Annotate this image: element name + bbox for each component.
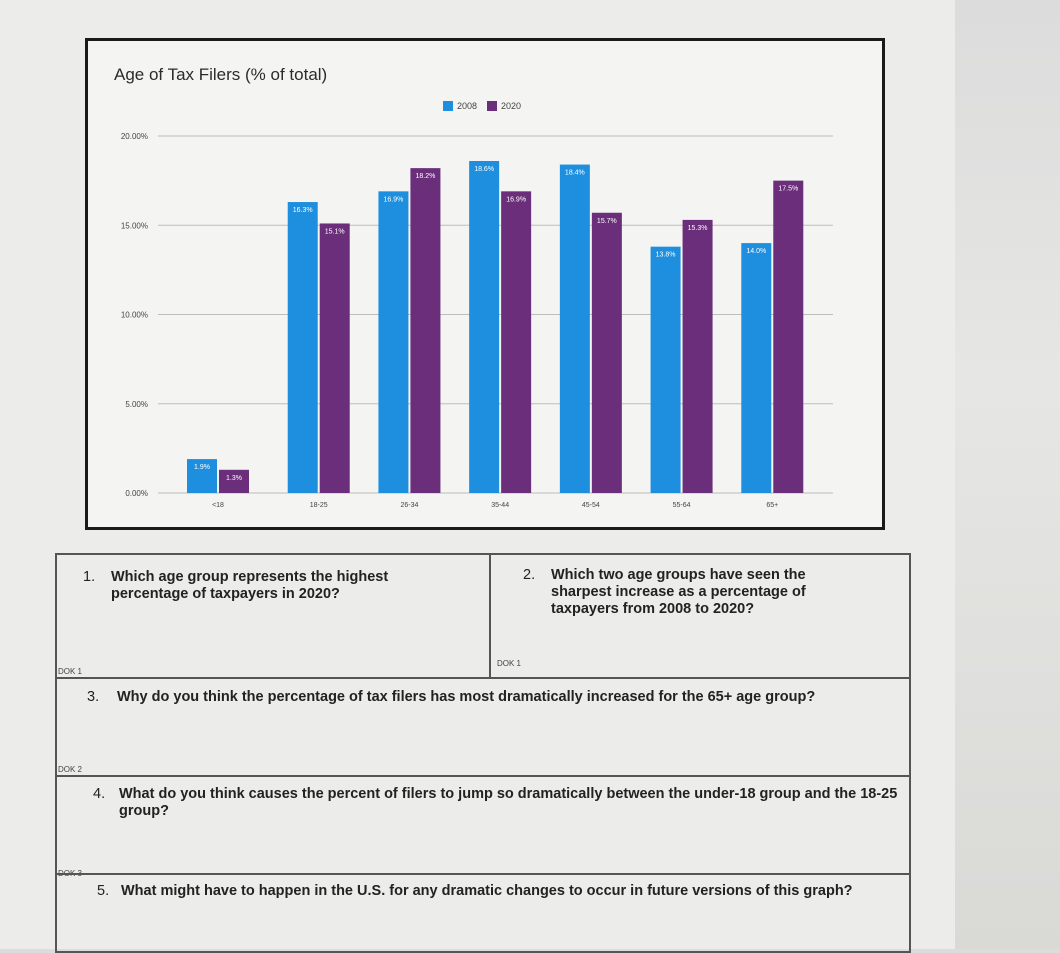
data-label: 16.9% xyxy=(383,196,404,204)
question-4-number: 4. xyxy=(93,786,106,802)
question-1-box[interactable] xyxy=(55,553,491,679)
legend-label-2020: 2020 xyxy=(501,101,522,111)
question-4-dok: DOK 3 xyxy=(58,869,83,878)
question-1-number: 1. xyxy=(83,569,96,585)
data-label: 15.7% xyxy=(596,217,617,225)
chart-title: Age of Tax Filers (% of total) xyxy=(114,65,328,84)
question-2-box[interactable] xyxy=(489,553,911,679)
bar-2008-2 xyxy=(378,191,408,493)
question-2-number: 2. xyxy=(523,567,536,583)
x-tick-label: 26-34 xyxy=(400,502,419,509)
x-tick-label: 35-44 xyxy=(491,502,510,509)
bar-chart xyxy=(85,38,885,530)
question-5-box[interactable] xyxy=(55,873,911,953)
x-tick-label: 45-54 xyxy=(581,502,600,509)
data-label: 16.3% xyxy=(292,207,313,215)
question-2-dok: DOK 1 xyxy=(497,659,522,668)
question-4-text: What do you think causes the percent of filers to jump so dramatically between the under-18 group and the 18-25 group? xyxy=(119,786,898,819)
data-label: 15.1% xyxy=(324,228,345,236)
question-3-text: Why do you think the percentage of tax filers has most dramatically increased for the 65+ age group? xyxy=(117,689,816,705)
bar-2008-1 xyxy=(288,202,318,493)
x-tick-label: 55-64 xyxy=(672,502,691,509)
bar-2008-3 xyxy=(469,161,499,493)
y-tick-label: 20.00% xyxy=(120,132,148,141)
y-tick-label: 0.00% xyxy=(125,489,148,498)
question-3-dok: DOK 2 xyxy=(58,765,83,774)
x-tick-label: 18-25 xyxy=(309,502,328,509)
question-4-box[interactable] xyxy=(55,775,911,878)
bar-2020-5 xyxy=(683,220,713,493)
bar-2008-6 xyxy=(741,243,771,493)
data-label: 18.4% xyxy=(564,169,585,177)
bar-2020-4 xyxy=(592,213,622,493)
bar-2020-2 xyxy=(410,168,440,493)
question-5-number: 5. xyxy=(97,883,110,899)
question-3-number: 3. xyxy=(87,689,100,705)
data-label: 14.0% xyxy=(746,248,767,256)
data-label: 16.9% xyxy=(506,196,527,204)
bar-2020-6 xyxy=(773,181,803,493)
data-label: 13.8% xyxy=(655,251,676,259)
question-1-text: Which age group represents the highest percentage of taxpayers in 2020? xyxy=(111,569,389,602)
x-tick-label: 65+ xyxy=(766,502,779,509)
y-tick-label: 10.00% xyxy=(120,310,148,320)
x-tick-label: <18 xyxy=(212,502,224,509)
data-label: 1.3% xyxy=(226,474,242,482)
y-tick-label: 15.00% xyxy=(120,221,148,231)
y-tick-label: 5.00% xyxy=(125,399,148,409)
data-label: 18.2% xyxy=(415,173,436,181)
chart-plot xyxy=(88,41,882,527)
data-label: 15.3% xyxy=(687,224,708,232)
legend-label-2008: 2008 xyxy=(457,101,478,111)
bar-2020-3 xyxy=(501,191,531,493)
question-5-text: What might have to happen in the U.S. for any dramatic changes to occur in future versions of this graph? xyxy=(121,883,853,899)
bar-2020-1 xyxy=(320,223,350,493)
bar-2008-5 xyxy=(651,247,681,493)
data-label: 17.5% xyxy=(778,185,799,193)
question-1-dok: DOK 1 xyxy=(58,667,83,676)
question-3-box[interactable] xyxy=(55,677,911,777)
question-2-text: Which two age groups have seen the sharpest increase as a percentage of taxpayers from 2008 to 2020? xyxy=(551,567,806,617)
data-label: 1.9% xyxy=(194,464,210,472)
bar-2008-4 xyxy=(560,165,590,493)
data-label: 18.6% xyxy=(474,165,495,173)
